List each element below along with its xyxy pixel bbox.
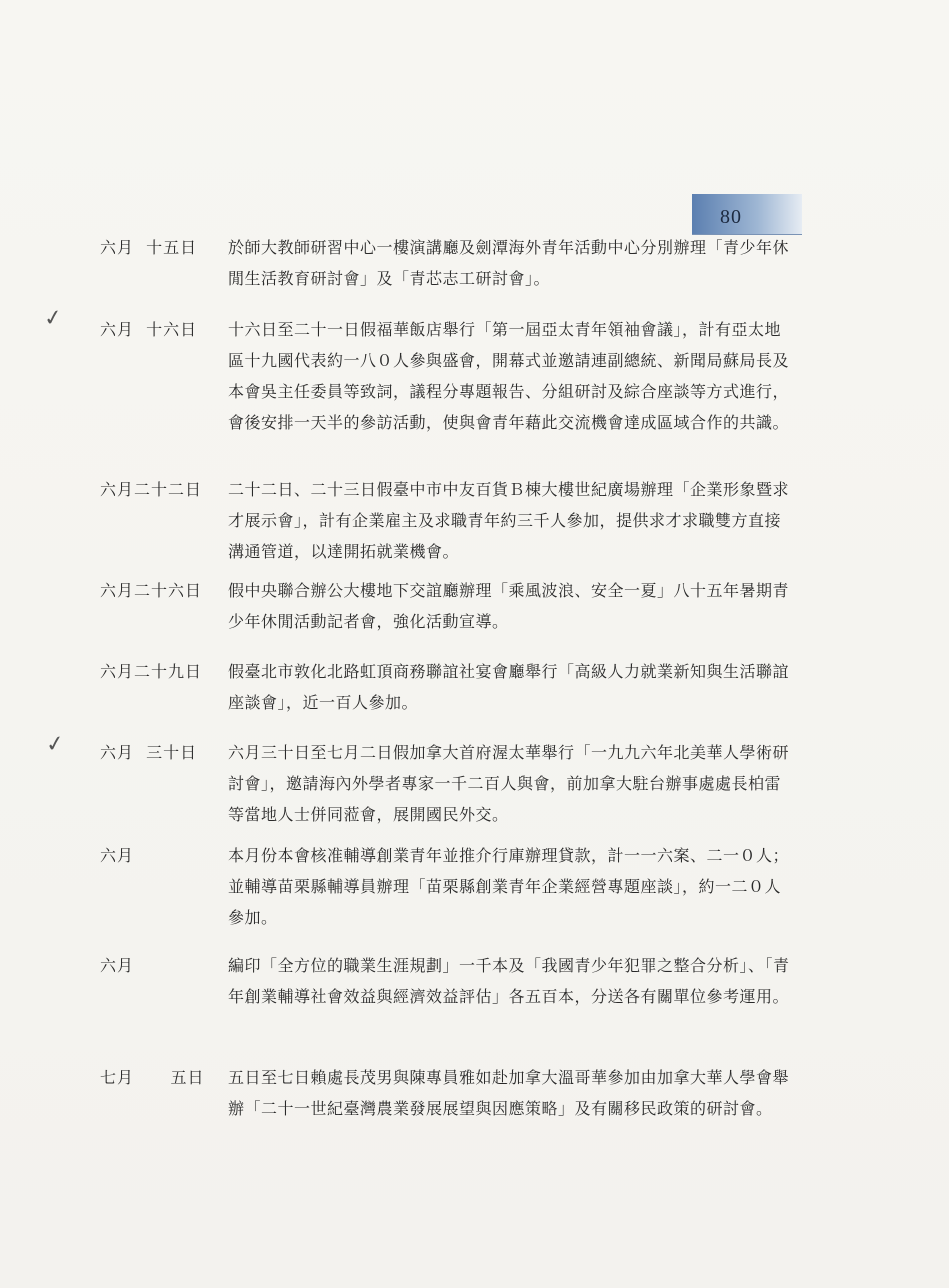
check-mark-icon: ✓ <box>44 730 67 759</box>
entry-date: 六月 十六日 <box>100 320 198 339</box>
page-number: 80 <box>720 206 742 228</box>
entry-text: 假臺北市敦化北路虹頂商務聯誼社宴會廳舉行「高級人力就業新知與生活聯誼座談會」，近一百人參加。 <box>228 662 790 712</box>
entry-date: 六月 <box>100 846 135 865</box>
entry-text: 本月份本會核准輔導創業青年並推介行庫辦理貸款，計一一六案、二一０人；並輔導苗栗縣輔導員辦理「苗栗縣創業青年企業經營專題座談」，約一二０人參加。 <box>228 846 790 927</box>
check-mark-icon: ✓ <box>42 304 65 333</box>
entry-text: 於師大教師研習中心一樓演講廳及劍潭海外青年活動中心分別辦理「青少年休閒生活教育研討會」及「青芯志工研討會」。 <box>228 238 790 288</box>
entry-text: 二十二日、二十三日假臺中市中友百貨Ｂ棟大樓世紀廣場辦理「企業形象暨求才展示會」，計有企業雇主及求職青年約三千人參加，提供求才求職雙方直接溝通管道，以達開拓就業機會。 <box>228 480 790 561</box>
entry-text: 六月三十日至七月二日假加拿大首府渥太華舉行「一九九六年北美華人學術研討會」，邀請海內外學者專家一千二百人與會，前加拿大駐台辦事處處長柏雷等當地人士併同蒞會，展開國民外交。 <box>228 743 790 824</box>
entry-text: 編印「全方位的職業生涯規劃」一千本及「我國青少年犯罪之整合分析」、「青年創業輔導社會效益與經濟效益評估」各五百本，分送各有關單位參考運用。 <box>228 956 790 1006</box>
entry-text: 五日至七日賴處長茂男與陳專員雅如赴加拿大溫哥華參加由加拿大華人學會舉辦「二十一世紀臺灣農業發展展望與因應策略」及有關移民政策的研討會。 <box>228 1068 790 1118</box>
entry-date: 六月 <box>100 956 135 975</box>
entry-text: 十六日至二十一日假福華飯店舉行「第一屆亞太青年領袖會議」，計有亞太地區十九國代表約一八０人參與盛會，開幕式並邀請連副總統、新聞局蘇局長及本會吳主任委員等致詞，議程分專題報告、分組研討及綜合座談等方式進行，會後安排一天半的參訪活動，使與會青年藉此交流機會達成區域合作的共識。 <box>228 320 790 432</box>
page-number-tab <box>692 194 802 235</box>
entry-date: 七月 五日 <box>100 1068 205 1087</box>
entry-date: 六月二十二日 <box>100 480 203 499</box>
entry-date: 六月二十六日 <box>100 581 203 600</box>
entry-date: 六月 十五日 <box>100 238 198 257</box>
entry-date: 六月 三十日 <box>100 743 198 762</box>
entry-date: 六月二十九日 <box>100 662 203 681</box>
entry-text: 假中央聯合辦公大樓地下交誼廳辦理「乘風波浪、安全一夏」八十五年暑期青少年休閒活動記者會，強化活動宣導。 <box>228 581 790 631</box>
